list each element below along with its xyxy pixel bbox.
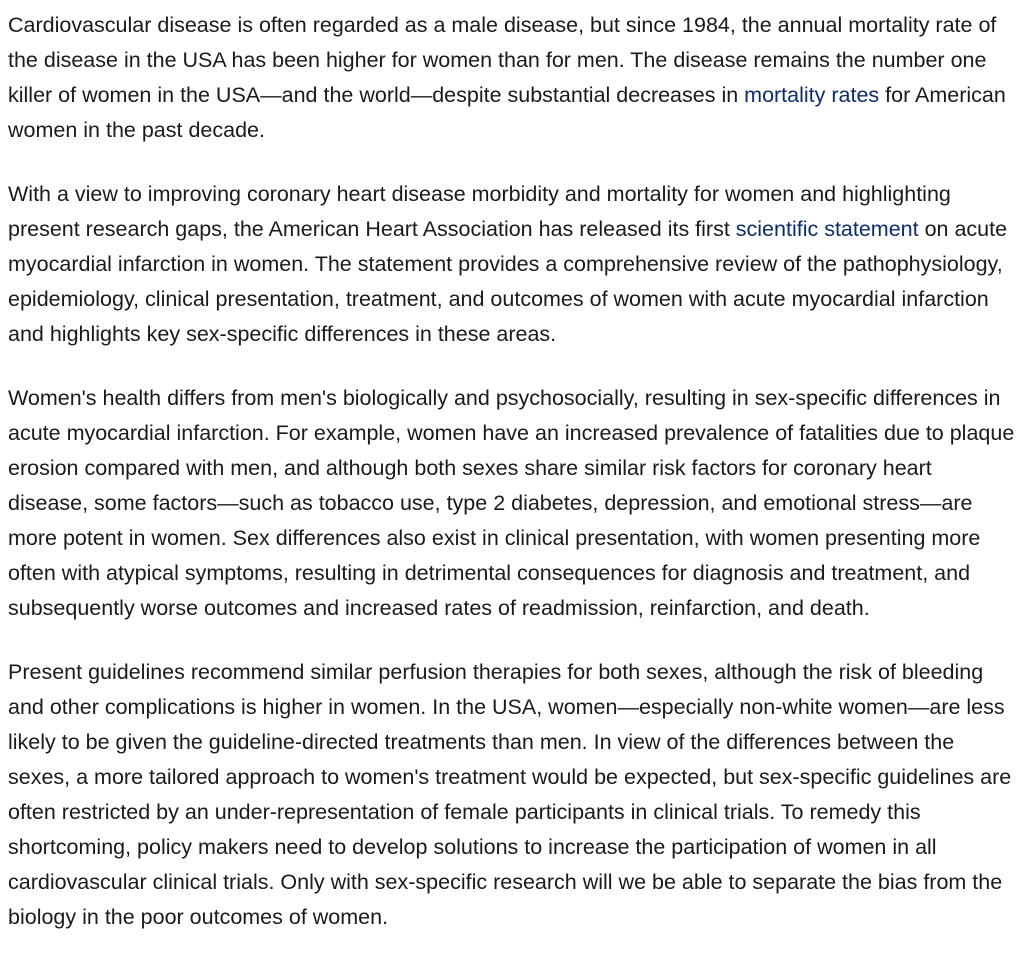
paragraph-4: Present guidelines recommend similar perfusion therapies for both sexes, although the risk of bleeding and other complications is higher in women. In the USA, women—especially non-white women—are less likely to be given the guideline-directed treatments than men. In view of the differences between the sexes, a more tailored approach to women's treatment would be expected, but sex-specific guidelines are often restricted by an under-representation of female participants in clinical trials. To remedy this shortcoming, policy makers need to develop solutions to increase the participation of women in all cardiovascular clinical trials. Only with sex-specific research will we be able to separate the bias from the biology in the poor outcomes of women. bbox=[8, 660, 1012, 929]
paragraph-1-text-a: Cardiovascular disease is often regarded as a male disease, but since 1984, the annual mortality rate of the disease in the USA has been higher for women than for men. The disease remains the number one killer of women in the USA—and the world—despite substantial decreases in bbox=[8, 13, 997, 107]
paragraph-2-text-a: With a view to improving coronary heart disease morbidity and mortality for women and highlighting present research gaps, the American Heart Association has released its first bbox=[8, 182, 951, 241]
paragraph-2 bbox=[8, 177, 1016, 352]
paragraph-1-text-b: for American women in the past decade. bbox=[8, 83, 1006, 142]
paragraph-3: Women's health differs from men's biologically and psychosocially, resulting in sex-specific differences in acute myocardial infarction. For example, women have an increased prevalence of fatalities due to plaque erosion compared with men, and although both sexes share similar risk factors for coronary heart disease, some factors—such as tobacco use, type 2 diabetes, depression, and emotional stress—are more potent in women. Sex differences also exist in clinical presentation, with women presenting more often with atypical symptoms, resulting in detrimental consequences for diagnosis and treatment, and subsequently worse outcomes and increased rates of readmission, reinfarction, and death. bbox=[8, 386, 1015, 620]
mortality-rates-link[interactable]: mortality rates bbox=[744, 83, 880, 107]
paragraph-2-text-b: on acute myocardial infarction in women. The statement provides a comprehensive review of the pathophysiology, epidemiology, clinical presentation, treatment, and outcomes of women with acute myocardial infarction and highlights key sex-specific differences in these areas. bbox=[8, 217, 1008, 346]
paragraph-1 bbox=[8, 8, 1016, 148]
scientific-statement-link[interactable]: scientific statement bbox=[735, 217, 919, 241]
